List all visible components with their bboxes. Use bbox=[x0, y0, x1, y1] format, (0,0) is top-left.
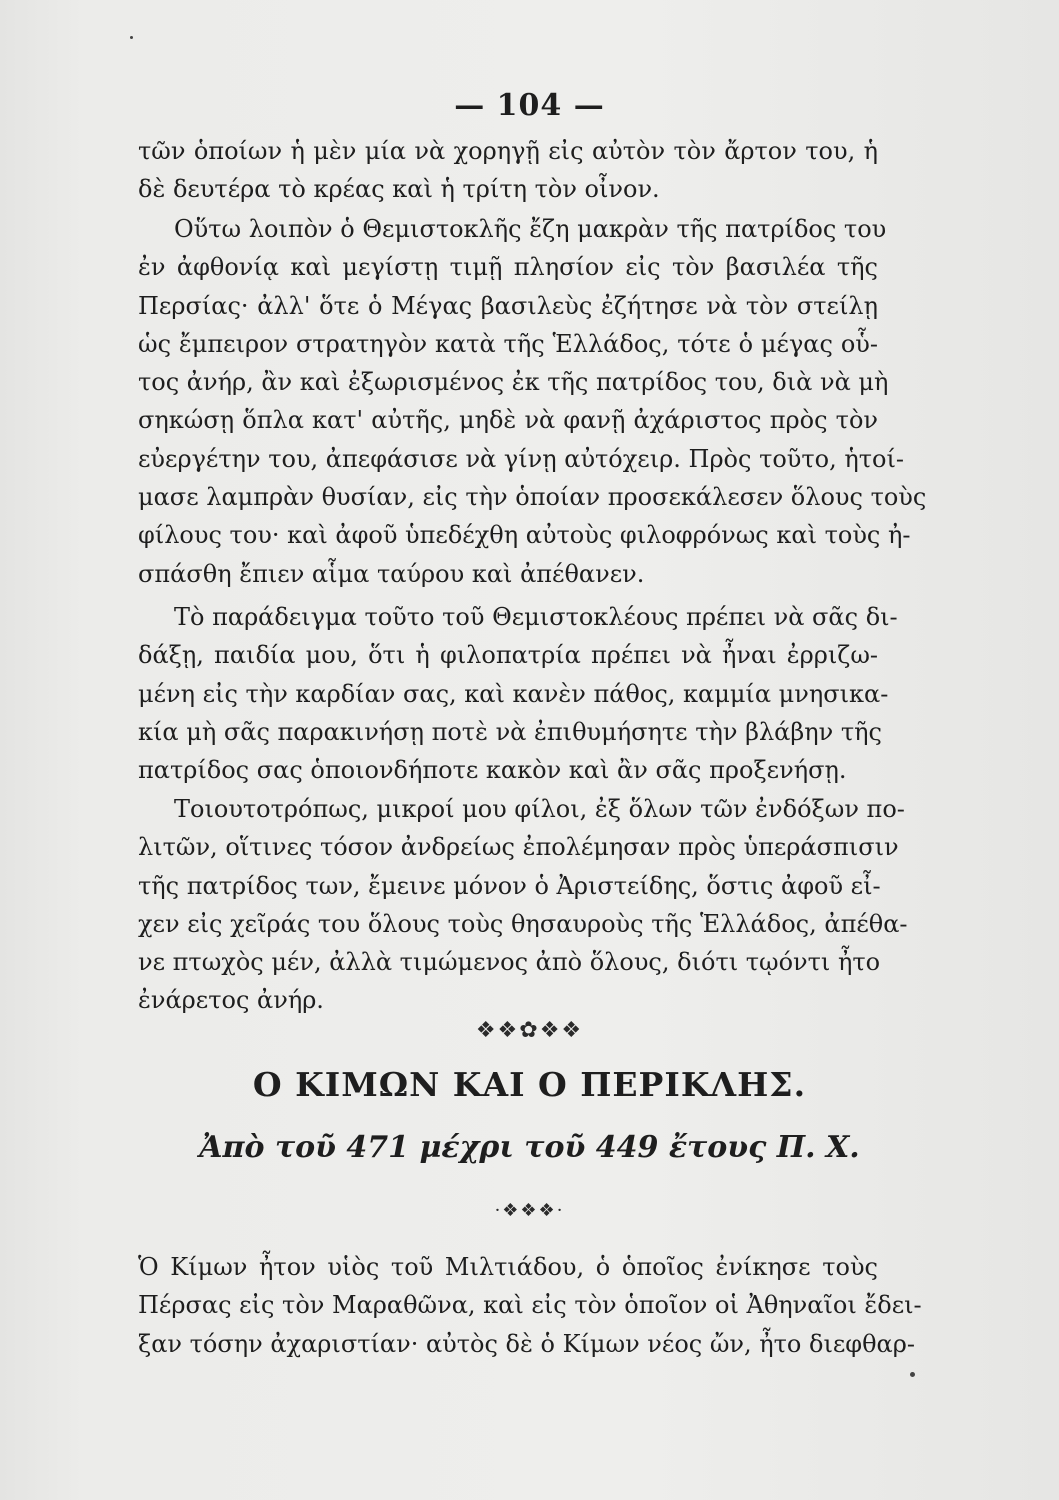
paragraph-3 bbox=[138, 598, 898, 789]
text-line: φίλους του· καὶ ἀφοῦ ὑπεδέχθη αὐτοὺς φιλοφρόνως καὶ τοὺς ἠ- bbox=[138, 521, 911, 550]
text-line: μασε λαμπρὰν θυσίαν, εἰς τὴν ὁποίαν προσεκάλεσεν ὅλους τοὺς bbox=[138, 483, 927, 512]
chapter-subtitle: Ἀπὸ τοῦ 471 μέχρι τοῦ 449 ἔτους Π. Χ. bbox=[199, 1130, 860, 1165]
text-line: χεν εἰς χεῖράς του ὅλους τοὺς θησαυροὺς τῆς Ἑλλάδος, ἀπέθα- bbox=[138, 909, 908, 938]
ink-speck bbox=[130, 36, 133, 39]
paragraph-1 bbox=[138, 132, 878, 209]
page-number: — 104 — bbox=[454, 88, 605, 123]
paragraph-2 bbox=[138, 210, 927, 593]
chapter-title: Ο ΚΙΜΩΝ ΚΑΙ Ο ΠΕΡΙΚΛΗΣ. bbox=[252, 1065, 807, 1104]
text-line: σπάσθη ἔπιεν αἷμα ταύρου καὶ ἀπέθανεν. bbox=[138, 559, 645, 588]
text-line: ξαν τόσην ἀχαριστίαν· αὐτὸς δὲ ὁ Κίμων νέος ὤν, ἦτο διεφθαρ- bbox=[138, 1329, 915, 1358]
text-line: Πέρσας εἰς τὸν Μαραθῶνα, καὶ εἰς τὸν ὁποῖον οἱ Ἀθηναῖοι ἔδει- bbox=[138, 1291, 922, 1320]
paragraph-5 bbox=[138, 1248, 922, 1363]
ornament-divider: ❖❖✿❖❖ bbox=[475, 1018, 584, 1043]
text-line: Περσίας· ἀλλ' ὅτε ὁ Μέγας βασιλεὺς ἐζήτησε νὰ τὸν στείλῃ bbox=[138, 291, 878, 320]
paragraph-4 bbox=[138, 790, 908, 1020]
ink-speck bbox=[910, 1372, 915, 1377]
text-line: τῆς πατρίδος των, ἔμεινε μόνον ὁ Ἀριστείδης, ὅστις ἀφοῦ εἶ- bbox=[138, 871, 881, 900]
ornament-divider-small: ·❖❖❖· bbox=[494, 1200, 565, 1221]
text-line: νε πτωχὸς μέν, ἀλλὰ τιμώμενος ἀπὸ ὅλους, διότι τῳόντι ἦτο bbox=[138, 948, 881, 977]
text-line: σηκώσῃ ὅπλα κατ' αὐτῆς, μηδὲ νὰ φανῇ ἀχάριστος πρὸς τὸν bbox=[138, 406, 878, 435]
text-line: Οὕτω λοιπὸν ὁ Θεμιστοκλῆς ἔζη μακρὰν τῆς πατρίδος του bbox=[174, 215, 887, 243]
text-line: Τὸ παράδειγμα τοῦτο τοῦ Θεμιστοκλέους πρέπει νὰ σᾶς δι- bbox=[174, 603, 898, 631]
text-line: εὐεργέτην του, ἀπεφάσισε νὰ γίνῃ αὐτόχειρ. Πρὸς τοῦτο, ἡτοί- bbox=[138, 444, 904, 473]
text-line: τῶν ὁποίων ἡ μὲν μία νὰ χορηγῇ εἰς αὐτὸν τὸν ἄρτον του, ἡ bbox=[138, 137, 878, 165]
text-line: ἐν ἀφθονίᾳ καὶ μεγίστῃ τιμῇ πλησίον εἰς τὸν βασιλέα τῆς bbox=[138, 253, 878, 282]
text-line: πατρίδος σας ὁποιονδήποτε κακὸν καὶ ἂν σᾶς προξενήσῃ. bbox=[138, 756, 847, 785]
text-line: κία μὴ σᾶς παρακινήσῃ ποτὲ νὰ ἐπιθυμήσητε τὴν βλάβην τῆς bbox=[138, 717, 882, 746]
text-line: τος ἀνήρ, ἂν καὶ ἐξωρισμένος ἐκ τῆς πατρίδος του, διὰ νὰ μὴ bbox=[138, 368, 889, 397]
text-line: μένη εἰς τὴν καρδίαν σας, καὶ κανὲν πάθος, καμμία μνησικα- bbox=[138, 679, 889, 708]
text-line: δὲ δευτέρα τὸ κρέας καὶ ἡ τρίτη τὸν οἶνον. bbox=[138, 175, 660, 204]
text-line: λιτῶν, οἵτινες τόσον ἀνδρείως ἐπολέμησαν πρὸς ὑπεράσπισιν bbox=[138, 833, 899, 862]
text-line: Ὁ Κίμων ἦτον υἱὸς τοῦ Μιλτιάδου, ὁ ὁποῖος ἐνίκησε τοὺς bbox=[138, 1253, 878, 1281]
text-line: ἐνάρετος ἀνήρ. bbox=[138, 986, 324, 1015]
text-line: ὡς ἔμπειρον στρατηγὸν κατὰ τῆς Ἑλλάδος, τότε ὁ μέγας οὗ- bbox=[138, 329, 878, 358]
text-line: δάξῃ, παιδία μου, ὅτι ἡ φιλοπατρία πρέπει νὰ ἦναι ἐρριζω- bbox=[138, 641, 878, 670]
text-line: Τοιουτοτρόπως, μικροί μου φίλοι, ἐξ ὅλων τῶν ἐνδόξων πο- bbox=[174, 795, 905, 823]
